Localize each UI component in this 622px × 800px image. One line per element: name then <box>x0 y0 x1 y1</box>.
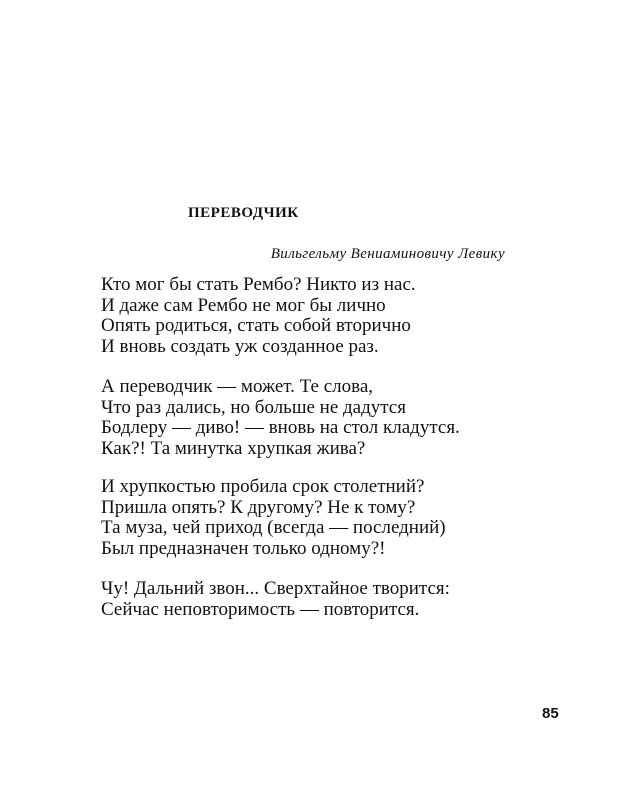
stanza-1 <box>101 275 416 358</box>
poem-title: ПЕРЕВОДЧИК <box>188 205 299 221</box>
poem-dedication: Вильгельму Вениаминовичу Левику <box>270 246 505 262</box>
poem-line: А переводчик — может. Те слова, <box>101 376 374 397</box>
poem-line: И даже сам Рембо не мог бы лично <box>101 294 386 316</box>
poem-line: Та муза, чей приход (всегда — последний) <box>101 517 446 539</box>
poem-line: Сейчас неповторимость — повторится. <box>101 598 420 620</box>
poem-line: Что раз дались, но больше не дадутся <box>101 396 406 418</box>
poem-line: Был предназначен только одному?! <box>101 538 386 560</box>
poem-line: Бодлеру — диво! — вновь на стол кладутся. <box>101 417 460 439</box>
stanza-3 <box>101 477 446 560</box>
stanza-4 <box>101 579 450 620</box>
poem-line: Кто мог бы стать Рембо? Никто из нас. <box>101 274 416 295</box>
poem-line: Пришла опять? К другому? Не к тому? <box>101 496 416 518</box>
poem-line: И хрупкостью пробила срок столетний? <box>101 476 425 497</box>
poem-line: Опять родиться, стать собой вторично <box>101 315 411 337</box>
poem-line: Как?! Та минутка хрупкая жива? <box>101 438 366 460</box>
stanza-2 <box>101 377 460 460</box>
poem-line: И вновь создать уж созданное раз. <box>101 336 379 358</box>
poem-line: Чу! Дальний звон... Сверхтайное творится: <box>101 578 450 599</box>
page-number: 85 <box>542 705 559 722</box>
